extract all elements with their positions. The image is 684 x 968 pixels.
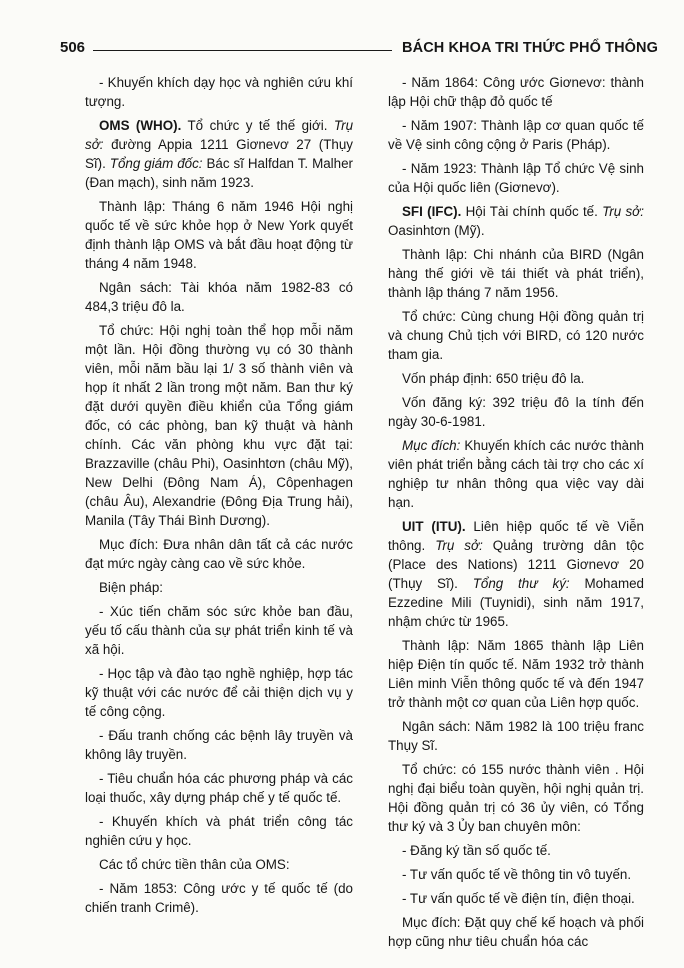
list-item: - Xúc tiến chăm sóc sức khỏe ban đầu, yếu tố cấu thành của sự phát triển kinh tế và xã hội. (85, 604, 353, 657)
page-number: 506 (60, 39, 86, 56)
purpose-paragraph (388, 436, 644, 512)
paragraph: Ngân sách: Năm 1982 là 100 triệu franc Thụy Sĩ. (388, 719, 644, 753)
paragraph: - Khuyến khích dạy học và nghiên cứu khí tượng. (85, 75, 353, 109)
purpose-label: Mục đích: (402, 438, 461, 453)
running-title: BÁCH KHOA TRI THỨC PHỔ THÔNG (402, 40, 658, 56)
entry-text: đường Appia 1211 Giơnevơ 27 (Thụy Sĩ). (85, 137, 353, 171)
entry-text: Liên hiệp quốc tế về Viễn thông. (388, 519, 644, 553)
entry-term: OMS (WHO). (99, 118, 182, 133)
list-item: - Năm 1907: Thành lập cơ quan quốc tế về Vệ sinh công cộng ở Paris (Pháp). (388, 118, 644, 152)
list-item: - Năm 1853: Công ước y tế quốc tế (do chiến tranh Crimê). (85, 881, 353, 915)
director-label: Tổng giám đốc: (109, 156, 203, 171)
list-item: - Tiêu chuẩn hóa các phương pháp và các loại thuốc, xây dựng pháp chế y tế quốc tế. (85, 771, 353, 805)
entry-text: Bác sĩ Halfdan T. Malher (Đan mạch), sinh năm 1923. (85, 156, 353, 190)
list-item: - Tư vấn quốc tế về điện tín, điện thoại. (402, 891, 635, 906)
headquarters-label: Trụ sở: (85, 118, 354, 152)
paragraph: Mục đích: Đưa nhân dân tất cả các nước đạt mức ngày càng cao về sức khỏe. (85, 537, 353, 571)
paragraph: Thành lập: Tháng 6 năm 1946 Hội nghị quốc tế về sức khỏe họp ở New York quyết định thành lập OMS và bắt đầu hoạt động từ tháng 4 năm 1948. (85, 199, 353, 271)
paragraph: Vốn pháp định: 650 triệu đô la. (402, 371, 585, 386)
entry-text: Quảng trường dân tộc (Place des Nations) 1211 Giơnevơ 20 (Thụy Sĩ). (388, 538, 644, 591)
entry-sfi (388, 202, 644, 240)
list-item: - Đăng ký tần số quốc tế. (402, 843, 551, 858)
paragraph: Các tổ chức tiền thân của OMS: (99, 857, 290, 872)
list-item: - Tư vấn quốc tế về thông tin vô tuyến. (402, 867, 632, 882)
headquarters-label: Trụ sở: (435, 538, 483, 553)
entry-text: Hội Tài chính quốc tế. (461, 204, 603, 219)
paragraph: Ngân sách: Tài khóa năm 1982-83 có 484,3 triệu đô la. (85, 280, 353, 314)
headquarters-label: Trụ sở: (602, 204, 645, 219)
paragraph: Biện pháp: (99, 580, 164, 595)
purpose-text: Khuyến khích các nước thành viên phát triển bằng cách tài trợ cho các xí nghiệp tư nhân thông qua việc vay dài hạn. (388, 438, 644, 510)
list-item: - Năm 1864: Công ước Giơnevơ: thành lập Hội chữ thập đỏ quốc tế (388, 75, 644, 109)
entry-oms (85, 116, 353, 192)
paragraph: Tổ chức: Cùng chung Hội đồng quản trị và chung Chủ tịch với BIRD, có 120 nước tham gia. (388, 309, 644, 362)
page-header (60, 37, 658, 57)
entry-text: Oasinhtơn (Mỹ). (388, 223, 485, 238)
list-item: - Đấu tranh chống các bệnh lây truyền và không lây truyền. (85, 728, 353, 762)
entry-term: UIT (ITU). (402, 519, 466, 534)
left-column (85, 73, 353, 922)
paragraph: Tổ chức: có 155 nước thành viên . Hội nghị đại biểu toàn quyền, hội nghị quản trị. Hội đồng quản trị có 36 ủy viên, có Tổng thư ký và 3 Ủy ban chuyên môn: (388, 762, 644, 834)
entry-uit (388, 517, 644, 631)
paragraph: Thành lập: Năm 1865 thành lập Liên hiệp Điện tín quốc tế. Năm 1932 trở thành Liên minh Viễn thông quốc tế và đến 1947 trở thành một cơ quan của Liên hợp quốc. (388, 638, 644, 710)
paragraph: Vốn đăng ký: 392 triệu đô la tính đến ngày 30-6-1981. (388, 395, 644, 429)
secretary-general-label: Tổng thư ký: (472, 576, 570, 591)
right-column (388, 73, 644, 956)
paragraph: Tổ chức: Hội nghị toàn thể họp mỗi năm một lần. Hội đồng thường vụ có 30 thành viên, mỗi năm bầu lại 1/ 3 số thành viên và họp ít nhất 2 lần trong một năm. Ban thư ký đặt dưới quyền điều khiển của Tổng giám đốc, có các phòng, ban kỹ thuật và hành chính. Các văn phòng khu vực đặt tại: Brazzaville (châu Phi), Oasinhtơn (châu Mỹ), New Delhi (Đông Nam Á), Côpenhagen (châu Âu), Alexandrie (Đông Địa Trung hải), Manila (Tây Thái Bình Dương). (85, 323, 353, 528)
header-rule (93, 50, 392, 51)
paragraph: Mục đích: Đặt quy chế kế hoạch và phối hợp cũng như tiêu chuẩn hóa các (388, 915, 644, 949)
entry-term: SFI (IFC). (402, 204, 462, 219)
paragraph: Thành lập: Chi nhánh của BIRD (Ngân hàng thế giới về tái thiết và phát triển), thành lập tháng 7 năm 1956. (388, 247, 644, 300)
list-item: - Năm 1923: Thành lập Tổ chức Vệ sinh của Hội quốc liên (Giơnevơ). (388, 161, 644, 195)
entry-text: Tổ chức y tế thế giới. (181, 118, 334, 133)
list-item: - Khuyến khích và phát triển công tác nghiên cứu y học. (85, 814, 353, 848)
list-item: - Học tập và đào tạo nghề nghiệp, hợp tác kỹ thuật với các nước để cải thiện dịch vụ y tế công cộng. (85, 666, 353, 719)
entry-text: Mohamed Ezzedine Mili (Tuynidi), sinh năm 1917, nhậm chức từ 1965. (388, 576, 644, 629)
